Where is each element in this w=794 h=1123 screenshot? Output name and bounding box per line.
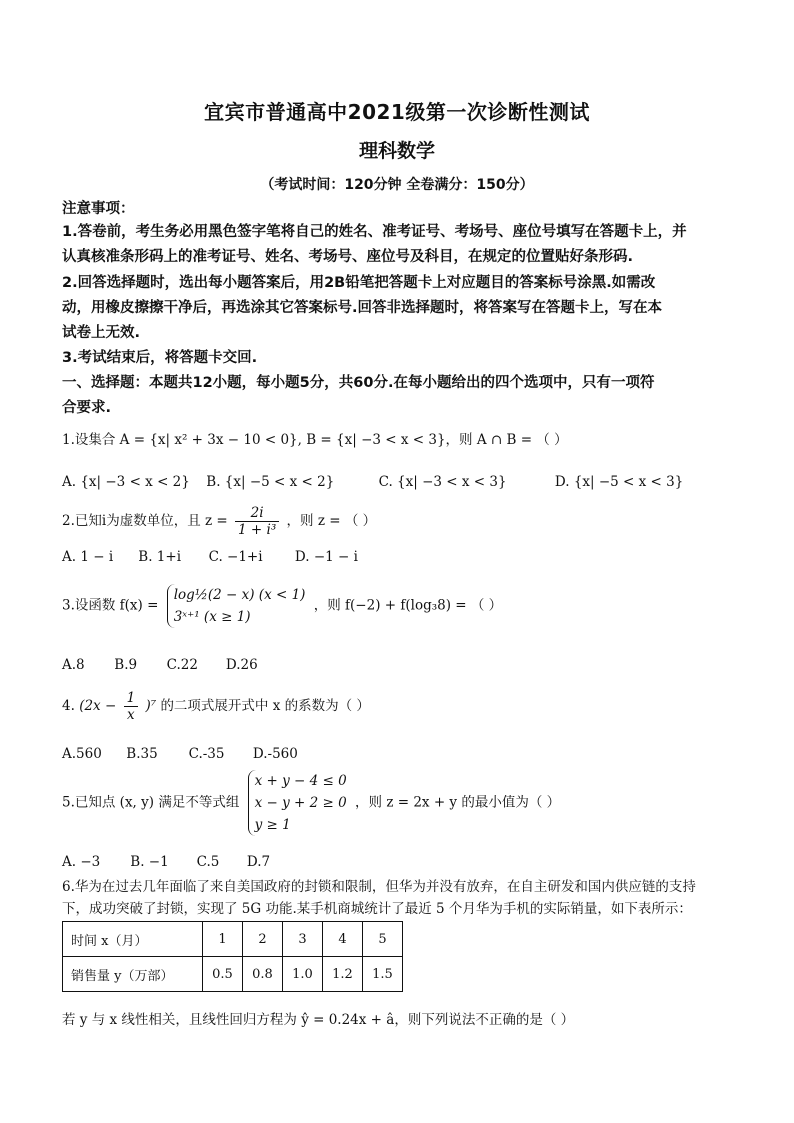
table-cell: 1.0 xyxy=(283,957,323,992)
option-b: B.9 xyxy=(114,657,138,673)
piecewise-case-2: 3ˣ⁺¹ (x ≥ 1) xyxy=(173,609,251,625)
fraction-numerator: 1 xyxy=(124,690,139,707)
section-1-heading-line-2: 合要求. xyxy=(62,400,112,416)
section-1-heading-line-1: 一、选择题：本题共12小题，每小题5分，共60分.在每小题给出的四个选项中，只有一项符 xyxy=(62,375,655,391)
question-5-stem-prefix: 5.已知点 (x, y) 满足不等式组 xyxy=(62,794,240,811)
question-5-stem xyxy=(62,770,560,836)
inequality-1: x + y − 4 ≤ 0 xyxy=(254,773,347,789)
option-b: B. {x| −5 < x < 2} xyxy=(206,474,335,490)
question-4-fraction xyxy=(124,690,139,723)
question-6-line-3: 若 y 与 x 线性相关，且线性回归方程为 ŷ = 0.24x + â，则下列说法不正确的是（ ） xyxy=(62,1012,575,1028)
option-c: C.-35 xyxy=(188,746,225,762)
question-6-line-2: 下，成功突破了封锁，实现了 5G 功能.某手机商城统计了最近 5 个月华为手机的实际销量，如下表所示： xyxy=(62,901,692,917)
option-d: D.26 xyxy=(225,657,258,673)
question-3-stem-prefix: 3.设函数 f(x) = xyxy=(62,597,159,614)
question-3-piecewise xyxy=(167,584,306,628)
option-c: C. {x| −3 < x < 3} xyxy=(378,474,507,490)
question-1-stem: 1.设集合 A = {x| x² + 3x − 10 < 0}, B = {x| −3 < x < 3}，则 A ∩ B = （ ） xyxy=(62,432,568,448)
fraction-denominator: x xyxy=(127,707,135,723)
table-row-header: 时间 x（月） xyxy=(63,922,203,957)
question-5-stem-suffix: ，则 z = 2x + y 的最小值为（ ） xyxy=(355,794,561,811)
table-cell: 0.5 xyxy=(203,957,243,992)
option-d: D.-560 xyxy=(252,746,298,762)
question-2-fraction xyxy=(235,505,279,538)
question-5-options xyxy=(62,852,270,872)
option-c: C. −1+i xyxy=(208,549,263,565)
question-4-expr-a: (2x − xyxy=(79,698,117,714)
table-cell: 3 xyxy=(283,922,323,957)
question-4-stem-suffix: 的二项式展开式中 x 的系数为（ ） xyxy=(160,698,370,714)
question-1-options xyxy=(62,472,683,492)
question-6-line-1: 6.华为在过去几年面临了来自美国政府的封锁和限制，但华为并没有放弃，在自主研发和国内供应链的支持 xyxy=(62,879,696,895)
table-row xyxy=(63,922,403,957)
notice-item-1-line-2: 认真核准条形码上的准考证号、姓名、考场号、座位号及科目，在规定的位置贴好条形码. xyxy=(62,249,634,265)
inequality-3: y ≥ 1 xyxy=(254,817,291,833)
notice-item-2-line-1: 2.回答选择题时，选出每小题答案后，用2B铅笔把答题卡上对应题目的答案标号涂黑.如需改 xyxy=(62,275,656,291)
question-4-stem-prefix: 4. xyxy=(62,698,75,714)
table-cell: 5 xyxy=(363,922,403,957)
table-cell: 2 xyxy=(243,922,283,957)
exam-info: （考试时间：120分钟 全卷满分：150分） xyxy=(260,177,534,193)
question-2-options xyxy=(62,547,358,567)
option-d: D. −1 − i xyxy=(294,549,358,565)
option-c: C.5 xyxy=(196,854,220,870)
table-cell: 4 xyxy=(323,922,363,957)
inequality-2: x − y + 2 ≥ 0 xyxy=(254,795,347,811)
table-cell: 0.8 xyxy=(243,957,283,992)
option-a: A. 1 − i xyxy=(62,549,114,565)
table-row-header: 销售量 y（万部） xyxy=(63,957,203,992)
option-b: B.35 xyxy=(126,746,158,762)
question-3-stem xyxy=(62,584,502,628)
option-a: A. −3 xyxy=(62,854,101,870)
option-a: A.8 xyxy=(62,657,85,673)
table-cell: 1 xyxy=(203,922,243,957)
table-row xyxy=(63,957,403,992)
notice-item-2-line-2: 动，用橡皮擦擦干净后，再选涂其它答案标号.回答非选择题时，将答案写在答题卡上，写在本 xyxy=(62,300,663,316)
question-4-expr-b: )⁷ xyxy=(145,698,157,714)
exam-title: 宜宾市普通高中2021级第一次诊断性测试 xyxy=(204,100,590,124)
option-a: A.560 xyxy=(62,746,102,762)
option-b: B. −1 xyxy=(130,854,169,870)
table-cell: 1.5 xyxy=(363,957,403,992)
notice-item-2-line-3: 试卷上无效. xyxy=(62,325,141,341)
question-4-options xyxy=(62,744,298,764)
question-3-options xyxy=(62,655,258,675)
notice-item-3: 3.考试结束后，将答题卡交回. xyxy=(62,350,258,366)
option-d: D. {x| −5 < x < 3} xyxy=(554,474,684,490)
question-2-stem-suffix: ，则 z = （ ） xyxy=(286,513,377,529)
piecewise-case-1: log½(2 − x) (x < 1) xyxy=(173,587,306,603)
option-c: C.22 xyxy=(166,657,198,673)
question-3-stem-suffix: ，则 f(−2) + f(log₃8) = （ ） xyxy=(313,597,503,614)
option-b: B. 1+i xyxy=(138,549,182,565)
question-2-stem-prefix: 2.已知i为虚数单位，且 z = xyxy=(62,513,228,529)
notice-heading: 注意事项： xyxy=(62,201,135,217)
question-4-stem xyxy=(62,690,370,723)
subject-title: 理科数学 xyxy=(358,140,435,162)
sales-table xyxy=(62,921,403,992)
fraction-denominator: 1 + i³ xyxy=(238,522,277,538)
question-2-stem xyxy=(62,505,376,538)
fraction-numerator: 2i xyxy=(235,505,279,522)
option-d: D.7 xyxy=(246,854,271,870)
question-5-inequality-system xyxy=(248,770,347,836)
notice-item-1-line-1: 1.答卷前，考生务必用黑色签字笔将自己的姓名、准考证号、考场号、座位号填写在答题卡上，并 xyxy=(62,224,687,240)
option-a: A. {x| −3 < x < 2} xyxy=(62,474,190,490)
table-cell: 1.2 xyxy=(323,957,363,992)
